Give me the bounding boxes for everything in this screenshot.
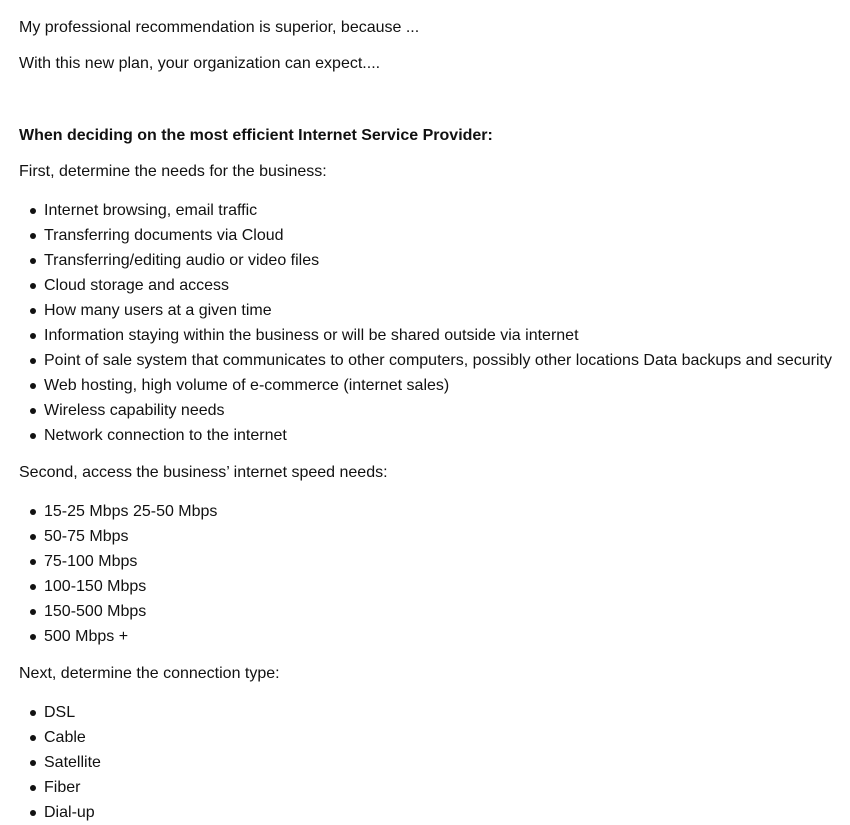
list-item-text: Satellite (44, 754, 101, 771)
bullet-icon (30, 584, 36, 590)
list-item (19, 624, 850, 649)
bullet-icon (30, 333, 36, 339)
bullet-icon (30, 408, 36, 414)
list-item (19, 323, 850, 348)
bullet-icon (30, 534, 36, 540)
list-item (19, 499, 850, 524)
speeds-list (19, 499, 850, 649)
bullet-icon (30, 634, 36, 640)
list-item-text: Point of sale system that communicates to other computers, possibly other locations Data backups and security (44, 352, 832, 369)
bullet-icon (30, 233, 36, 239)
list-item-text: Wireless capability needs (44, 402, 225, 419)
intro-line-1: My professional recommendation is superior, because ... (19, 19, 420, 36)
list-item (19, 373, 850, 398)
list-item-text: Transferring documents via Cloud (44, 227, 284, 244)
list-item (19, 198, 850, 223)
list-item (19, 223, 850, 248)
bullet-icon (30, 433, 36, 439)
intro-line-2: With this new plan, your organization can expect.... (19, 55, 381, 72)
list-item-text: 75-100 Mbps (44, 553, 138, 570)
list-item-text: 50-75 Mbps (44, 528, 129, 545)
bullet-icon (30, 358, 36, 364)
list-item (19, 298, 850, 323)
list-item-text: Fiber (44, 779, 81, 796)
list-item (19, 750, 850, 775)
list-item (19, 398, 850, 423)
list-item (19, 800, 850, 825)
bullet-icon (30, 609, 36, 615)
list-item (19, 574, 850, 599)
list-item (19, 725, 850, 750)
needs-lead: First, determine the needs for the business: (19, 163, 327, 180)
list-item (19, 248, 850, 273)
list-item-text: 100-150 Mbps (44, 578, 147, 595)
list-item-text: Cable (44, 729, 86, 746)
list-item-text: Transferring/editing audio or video files (44, 252, 320, 269)
list-item-text: Information staying within the business or will be shared outside via internet (44, 327, 579, 344)
bullet-icon (30, 208, 36, 214)
list-item (19, 348, 850, 373)
list-item-text: 15-25 Mbps 25-50 Mbps (44, 503, 218, 520)
list-item (19, 549, 850, 574)
list-item (19, 423, 850, 448)
section-heading: When deciding on the most efficient Internet Service Provider: (19, 127, 493, 144)
bullet-icon (30, 509, 36, 515)
bullet-icon (30, 785, 36, 791)
bullet-icon (30, 735, 36, 741)
needs-list (19, 198, 850, 448)
list-item (19, 700, 850, 725)
list-item-text: Dial-up (44, 804, 95, 821)
list-item-text: 150-500 Mbps (44, 603, 147, 620)
list-item-text: DSL (44, 704, 76, 721)
speeds-lead: Second, access the business’ internet speed needs: (19, 464, 388, 481)
bullet-icon (30, 810, 36, 816)
list-item-text: Network connection to the internet (44, 427, 287, 444)
list-item-text: 500 Mbps + (44, 628, 129, 645)
bullet-icon (30, 258, 36, 264)
bullet-icon (30, 308, 36, 314)
list-item (19, 775, 850, 800)
list-item (19, 524, 850, 549)
bullet-icon (30, 283, 36, 289)
list-item-text: Web hosting, high volume of e-commerce (internet sales) (44, 377, 450, 394)
list-item-text: Internet browsing, email traffic (44, 202, 258, 219)
connection-lead: Next, determine the connection type: (19, 665, 280, 682)
bullet-icon (30, 383, 36, 389)
connection-list (19, 700, 850, 825)
bullet-icon (30, 760, 36, 766)
list-item-text: How many users at a given time (44, 302, 272, 319)
list-item (19, 273, 850, 298)
list-item-text: Cloud storage and access (44, 277, 229, 294)
bullet-icon (30, 710, 36, 716)
list-item (19, 599, 850, 624)
bullet-icon (30, 559, 36, 565)
